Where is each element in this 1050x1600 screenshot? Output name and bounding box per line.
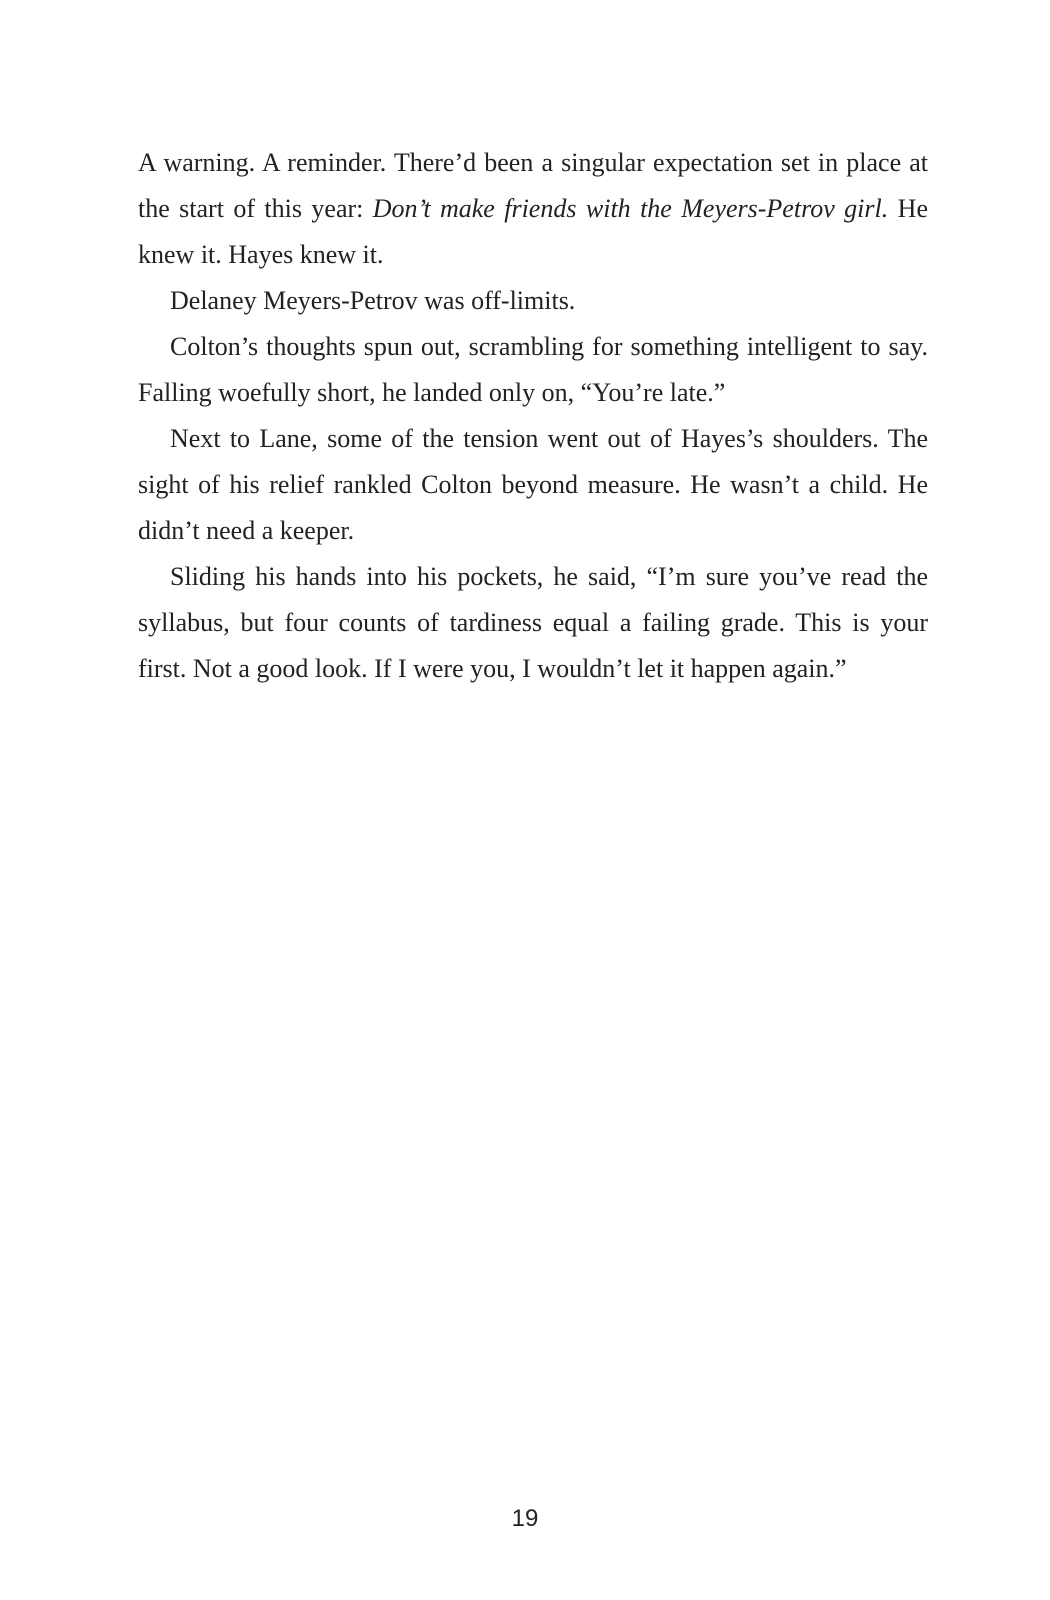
italic-quote: Don’t make friends with the Meyers-Petrov girl. xyxy=(372,194,889,223)
body-text xyxy=(138,140,928,692)
paragraph-1 xyxy=(138,140,928,278)
paragraph-3 xyxy=(138,324,928,416)
paragraph-2-text: Delaney Meyers-Petrov was off-limits. xyxy=(170,286,576,315)
paragraph-4-text: Next to Lane, some of the tension went out of Hayes’s shoulders. The sight of his relief rankled Colton beyond measure. He wasn’t a child. He didn’t need a keeper. xyxy=(138,424,928,545)
paragraph-2 xyxy=(138,278,928,324)
paragraph-1-text: A warning. A reminder. There’d been a singular expectation set in place at the start of this year: xyxy=(138,148,928,223)
paragraph-5-text: Sliding his hands into his pockets, he said, “I’m sure you’ve read the syllabus, but four counts of tardiness equal a failing grade. This is your first. Not a good look. If I were you, I wouldn’t let it happen again.” xyxy=(138,562,928,683)
paragraph-3-text: Colton’s thoughts spun out, scrambling for something intelligent to say. Falling woefully short, he landed only on, “You’re late.” xyxy=(138,332,928,407)
paragraph-5 xyxy=(138,554,928,692)
paragraph-4 xyxy=(138,416,928,554)
page-number: 19 xyxy=(511,1505,539,1532)
paragraph-1-tail: He knew it. Hayes knew it. xyxy=(138,194,928,269)
